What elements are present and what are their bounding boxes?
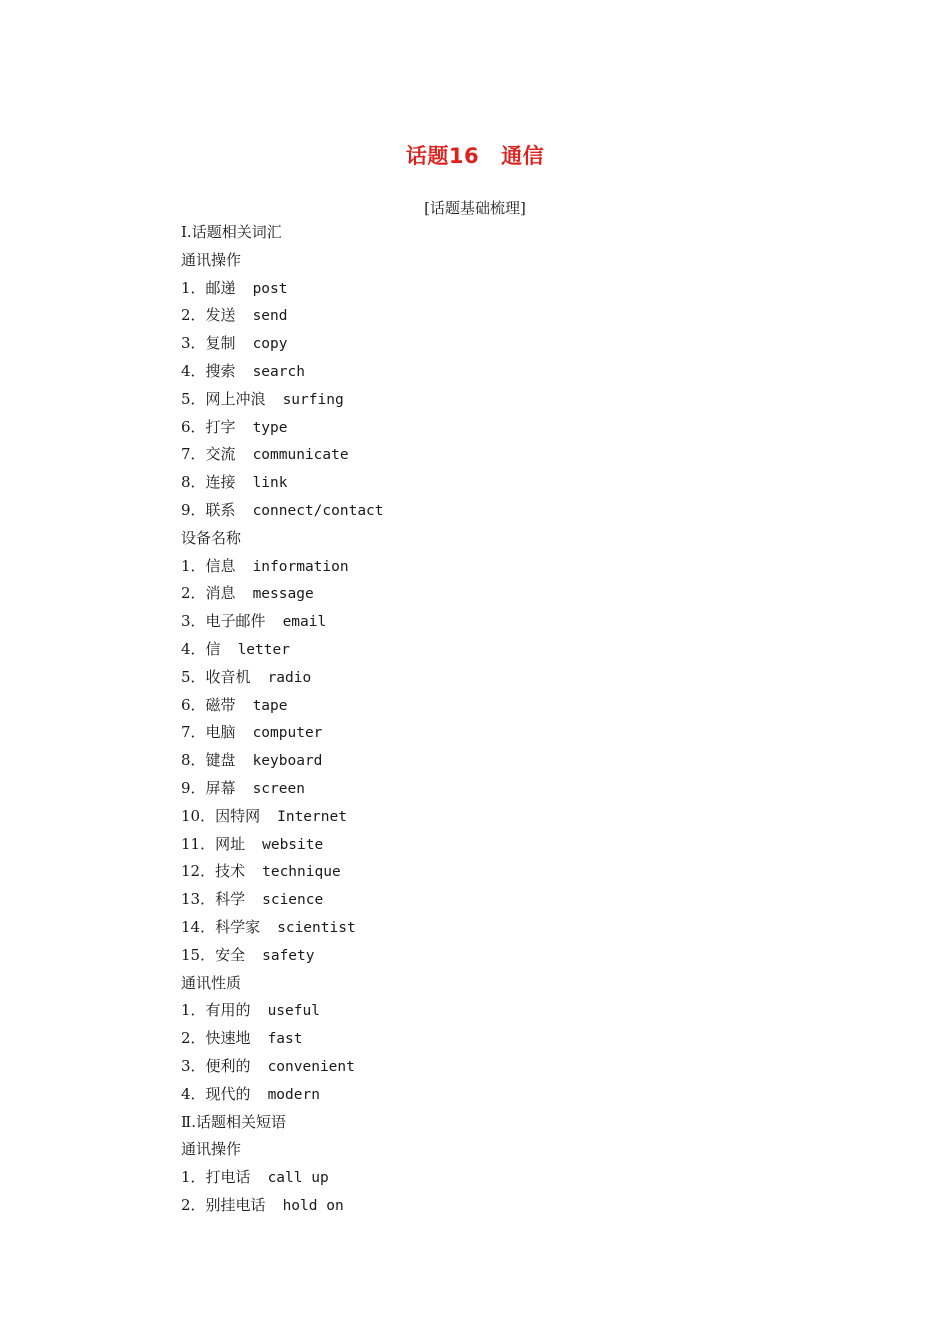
item-chinese: 电子邮件: [205, 612, 266, 631]
item-number: 4．: [181, 639, 206, 658]
item-number: 3．: [181, 612, 206, 631]
section-subtitle: [话题基础梳理]: [424, 199, 526, 217]
item-chinese: 现代的: [205, 1084, 251, 1103]
item-chinese: 安全: [215, 945, 246, 964]
vocab-item: [181, 1081, 881, 1109]
vocab-item: [181, 608, 881, 636]
item-chinese: 技术: [215, 862, 246, 881]
item-english: scientist: [277, 919, 356, 936]
group-label: 通讯操作: [181, 250, 242, 269]
item-english: tape: [252, 697, 288, 714]
item-number: 7．: [181, 723, 206, 742]
item-number: 4．: [181, 361, 206, 380]
item-number: 6．: [181, 417, 206, 436]
item-english: radio: [267, 669, 312, 686]
item-chinese: 联系: [205, 500, 236, 519]
item-number: 5．: [181, 667, 206, 686]
item-english: convenient: [267, 1058, 355, 1075]
vocab-item: [181, 1192, 881, 1220]
item-english: technique: [262, 864, 341, 881]
item-number: 1．: [181, 1001, 206, 1020]
item-english: useful: [267, 1003, 320, 1020]
item-number: 11．: [181, 834, 216, 853]
item-english: hold on: [282, 1197, 344, 1214]
section-heading: Ⅱ.话题相关短语: [181, 1112, 286, 1131]
section-heading: Ⅰ.话题相关词汇: [181, 223, 282, 241]
vocab-item: [181, 831, 881, 859]
vocab-item: [181, 803, 881, 831]
vocab-item: [181, 330, 881, 358]
item-chinese: 科学: [215, 890, 246, 909]
vocab-item: [181, 942, 881, 970]
item-number: 1．: [181, 278, 206, 297]
group-label: 通讯操作: [181, 1140, 242, 1159]
item-chinese: 交流: [205, 445, 236, 464]
item-number: 7．: [181, 445, 206, 464]
item-chinese: 信息: [205, 556, 236, 575]
vocab-item: [181, 719, 881, 747]
item-chinese: 连接: [205, 473, 236, 492]
item-number: 5．: [181, 389, 206, 408]
item-english: keyboard: [252, 753, 323, 770]
item-number: 15．: [181, 945, 216, 964]
vocab-item: [181, 886, 881, 914]
item-english: Internet: [277, 808, 347, 825]
item-english: website: [262, 836, 324, 853]
vocab-item: [181, 664, 881, 692]
vocab-item: [181, 636, 881, 664]
vocab-item: [181, 997, 881, 1025]
item-chinese: 键盘: [205, 751, 236, 770]
page-title: [0, 140, 950, 170]
item-english: safety: [262, 947, 315, 964]
vocab-item: [181, 275, 881, 303]
vocab-item: [181, 469, 881, 497]
item-english: post: [252, 280, 288, 297]
vocab-item: [181, 580, 881, 608]
item-chinese: 网上冲浪: [205, 389, 266, 408]
item-english: call up: [267, 1170, 329, 1187]
item-chinese: 消息: [205, 584, 236, 603]
vocab-item: [181, 1053, 881, 1081]
vocab-item: [181, 747, 881, 775]
item-english: computer: [252, 725, 323, 742]
vocab-item: [181, 914, 881, 942]
item-number: 8．: [181, 473, 206, 492]
item-english: communicate: [252, 447, 349, 464]
item-chinese: 网址: [215, 834, 246, 853]
item-number: 1．: [181, 1168, 206, 1187]
vocab-item: [181, 497, 881, 525]
vocabulary-content: [181, 219, 881, 1220]
item-number: 2．: [181, 1029, 206, 1048]
item-chinese: 收音机: [205, 667, 251, 686]
vocab-item: [181, 386, 881, 414]
item-number: 13．: [181, 890, 216, 909]
item-chinese: 科学家: [215, 917, 261, 936]
item-english: search: [252, 363, 305, 380]
item-number: 12．: [181, 862, 216, 881]
item-english: modern: [267, 1086, 320, 1103]
item-chinese: 电脑: [205, 723, 236, 742]
item-number: 6．: [181, 695, 206, 714]
item-number: 2．: [181, 584, 206, 603]
vocab-item: [181, 358, 881, 386]
item-chinese: 快速地: [205, 1029, 251, 1048]
item-number: 3．: [181, 334, 206, 353]
item-chinese: 磁带: [205, 695, 236, 714]
item-english: surfing: [282, 391, 344, 408]
item-chinese: 搜索: [205, 361, 236, 380]
vocab-item: [181, 302, 881, 330]
item-chinese: 信: [205, 639, 221, 658]
item-chinese: 发送: [205, 306, 236, 325]
vocab-item: [181, 858, 881, 886]
item-english: letter: [237, 641, 290, 658]
item-english: send: [252, 308, 288, 325]
item-english: screen: [252, 780, 305, 797]
item-english: fast: [267, 1031, 303, 1048]
item-chinese: 打字: [205, 417, 236, 436]
item-number: 4．: [181, 1084, 206, 1103]
item-english: information: [252, 558, 349, 575]
item-chinese: 便利的: [205, 1056, 251, 1075]
item-english: link: [252, 475, 288, 492]
title-main: 话题16: [405, 144, 480, 168]
vocab-item: [181, 775, 881, 803]
item-chinese: 打电话: [205, 1168, 251, 1187]
vocab-item: [181, 1164, 881, 1192]
item-chinese: 别挂电话: [205, 1195, 266, 1214]
item-english: email: [282, 614, 327, 631]
item-number: 3．: [181, 1056, 206, 1075]
vocab-item: [181, 441, 881, 469]
title-topic: 通信: [501, 144, 545, 168]
item-chinese: 屏幕: [205, 778, 236, 797]
item-chinese: 邮递: [205, 278, 236, 297]
item-number: 2．: [181, 1195, 206, 1214]
item-number: 8．: [181, 751, 206, 770]
item-number: 9．: [181, 778, 206, 797]
group-label: 设备名称: [181, 528, 242, 547]
item-number: 2．: [181, 306, 206, 325]
item-english: connect/contact: [252, 502, 384, 519]
item-number: 10．: [181, 806, 216, 825]
item-chinese: 因特网: [215, 806, 261, 825]
item-english: copy: [252, 336, 288, 353]
item-number: 1．: [181, 556, 206, 575]
item-english: science: [262, 892, 324, 909]
item-english: message: [252, 586, 314, 603]
vocab-item: [181, 414, 881, 442]
vocab-item: [181, 692, 881, 720]
item-chinese: 有用的: [205, 1001, 251, 1020]
item-english: type: [252, 419, 288, 436]
item-number: 14．: [181, 917, 216, 936]
vocab-item: [181, 553, 881, 581]
vocab-item: [181, 1025, 881, 1053]
group-label: 通讯性质: [181, 973, 242, 992]
item-number: 9．: [181, 500, 206, 519]
item-chinese: 复制: [205, 334, 236, 353]
